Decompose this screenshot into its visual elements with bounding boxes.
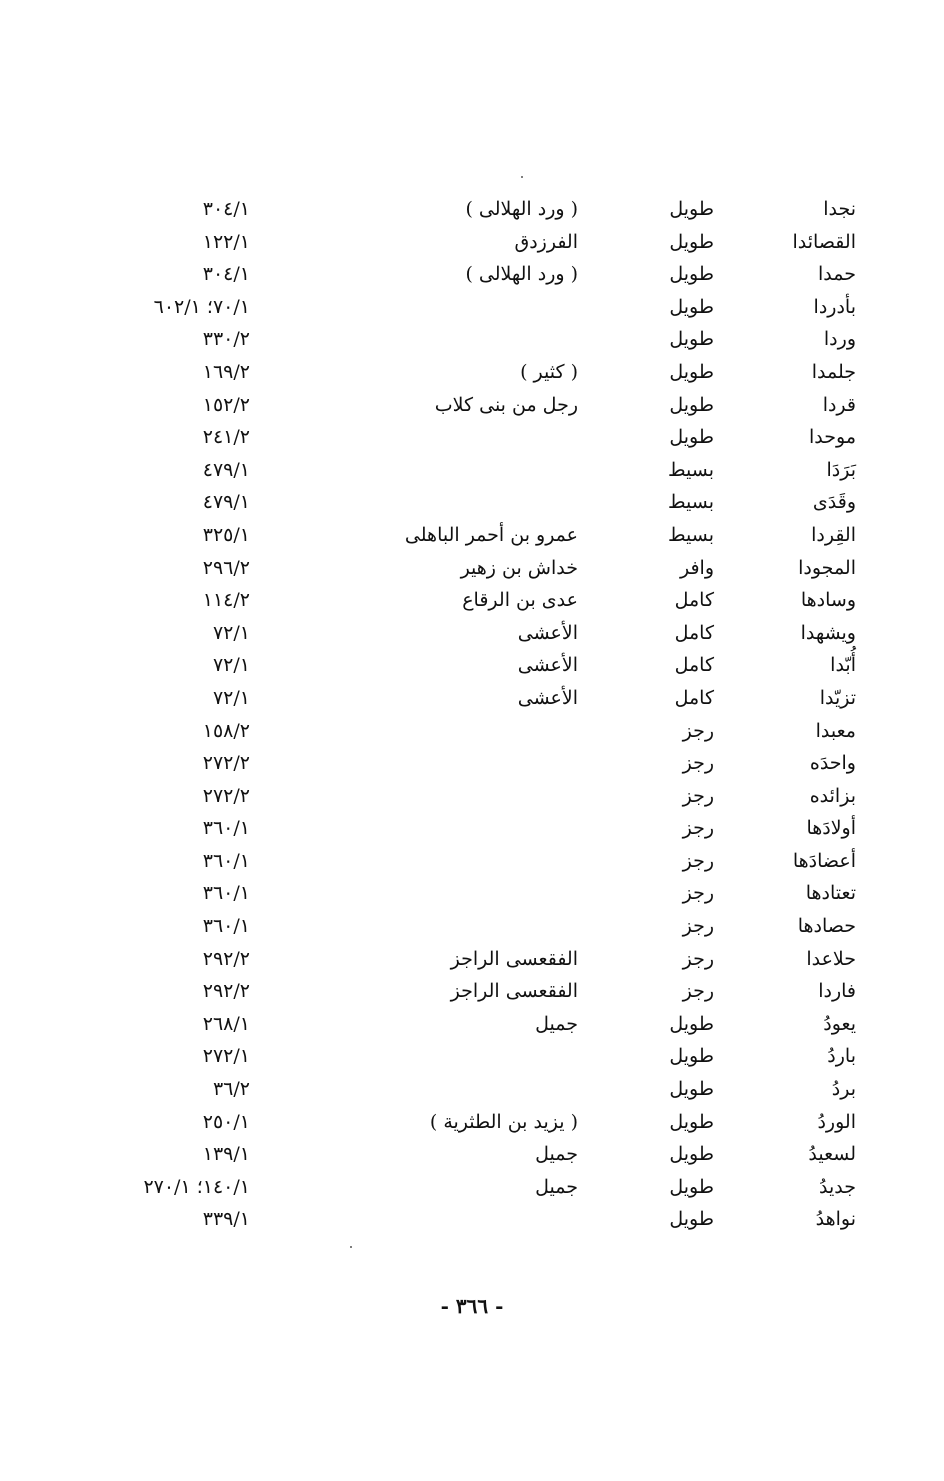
table-row: [0, 1106, 944, 1139]
reference-cell: ٢٩٢/٢: [202, 947, 250, 970]
reference-cell: ٣٦٠/١: [202, 849, 250, 872]
poet-cell: جميل: [535, 1143, 578, 1166]
rhyme-cell: معبدا: [815, 719, 856, 742]
meter-cell: رجز: [682, 947, 714, 970]
poet-cell: [318, 291, 578, 324]
rhyme-cell: جلمدا: [811, 360, 856, 383]
rhyme-cell: وردا: [823, 328, 856, 351]
rhyme-cell: القِردا: [811, 523, 856, 546]
rhyme-cell: جديدُ: [819, 1175, 856, 1198]
table-row: [0, 486, 944, 519]
poet-cell: رجل من بنى كلاب: [434, 393, 578, 416]
poet-cell: [318, 1073, 578, 1106]
meter-cell: رجز: [682, 784, 714, 807]
poet-cell: [318, 1040, 578, 1073]
rhyme-cell: حمدا: [818, 263, 856, 286]
rhyme-cell: تزيّدا: [819, 686, 856, 709]
rhyme-cell: أُبّدا: [830, 654, 856, 677]
meter-cell: كامل: [674, 654, 714, 677]
poet-cell: ( ورد الهلالى ): [465, 198, 578, 220]
table-row: [0, 1171, 944, 1204]
meter-cell: كامل: [674, 621, 714, 644]
meter-cell: طويل: [669, 230, 714, 253]
poet-cell: الأعشى: [517, 654, 578, 677]
reference-cell: ٣٠٤/١: [202, 198, 250, 220]
reference-cell: ١٣٩/١: [202, 1143, 250, 1166]
reference-cell: ٢٦٨/١: [202, 1012, 250, 1035]
table-row: [0, 193, 944, 226]
reference-cell: ١١٤/٢: [202, 589, 250, 612]
reference-cell: ١٦٩/٢: [202, 360, 250, 383]
rhyme-cell: ويشهدا: [800, 621, 856, 644]
rhyme-cell: يعودُ: [823, 1012, 856, 1035]
table-row: [0, 454, 944, 487]
table-row: [0, 323, 944, 356]
table-row: [0, 389, 944, 422]
poet-cell: جميل: [535, 1175, 578, 1198]
poet-cell: ( يزيد بن الطثرية ): [429, 1110, 578, 1133]
rhyme-cell: أعضادَها: [792, 849, 856, 872]
meter-cell: بسيط: [667, 523, 714, 546]
reference-cell: ٢٧٢/٢: [202, 784, 250, 807]
rhyme-cell: بزائده: [809, 784, 856, 807]
table-row: [0, 226, 944, 259]
reference-cell: ٢٥٠/١: [202, 1110, 250, 1133]
reference-cell: ١٤٠/١؛ ٢٧٠/١: [143, 1175, 250, 1198]
meter-cell: رجز: [682, 980, 714, 1003]
meter-cell: طويل: [669, 1175, 714, 1198]
rhyme-cell: حلاعدا: [806, 947, 856, 970]
table-row: [0, 845, 944, 878]
poet-cell: [318, 747, 578, 780]
rhyme-cell: المجودا: [798, 556, 856, 579]
poet-cell: الفقعسى الراجز: [450, 980, 578, 1003]
rhyme-cell: بردُ: [831, 1078, 856, 1101]
reference-cell: ٣٠٤/١: [202, 263, 250, 286]
meter-cell: رجز: [682, 849, 714, 872]
poet-cell: [318, 910, 578, 943]
reference-cell: ٤٧٩/١: [202, 491, 250, 514]
poet-cell: [318, 780, 578, 813]
meter-cell: طويل: [669, 198, 714, 220]
table-row: [0, 812, 944, 845]
reference-cell: ٧٢/١: [212, 686, 250, 709]
table-row: [0, 715, 944, 748]
rhyme-cell: نواهدُ: [815, 1208, 856, 1231]
table-row: [0, 1203, 944, 1236]
table-row: [0, 1008, 944, 1041]
meter-cell: طويل: [669, 328, 714, 351]
poet-cell: ( كثير ): [520, 360, 578, 383]
table-row: [0, 1138, 944, 1171]
poet-cell: [318, 421, 578, 454]
poet-cell: [318, 812, 578, 845]
poet-cell: خداش بن زهير: [460, 556, 578, 579]
poet-cell: الفرزدق: [514, 230, 578, 253]
table-row: [0, 943, 944, 976]
meter-cell: طويل: [669, 1078, 714, 1101]
reference-cell: ١٥٢/٢: [202, 393, 250, 416]
table-row: [0, 975, 944, 1008]
reference-cell: ٣٣٩/١: [202, 1208, 250, 1231]
meter-cell: طويل: [669, 360, 714, 383]
meter-cell: بسيط: [667, 491, 714, 514]
meter-cell: طويل: [669, 426, 714, 449]
table-row: [0, 877, 944, 910]
reference-cell: ١٥٨/٢: [202, 719, 250, 742]
speck: [350, 1246, 352, 1248]
table-row: [0, 584, 944, 617]
rhyme-cell: أولادَها: [806, 817, 856, 840]
reference-cell: ٧٢/١: [212, 654, 250, 677]
reference-cell: ٣٣٠/٢: [202, 328, 250, 351]
meter-cell: رجز: [682, 817, 714, 840]
poet-cell: الأعشى: [517, 621, 578, 644]
reference-cell: ٢٩٦/٢: [202, 556, 250, 579]
rhyme-cell: واحدَه: [809, 752, 856, 775]
poet-cell: [318, 1203, 578, 1236]
poet-cell: عمرو بن أحمر الباهلى: [404, 523, 578, 546]
meter-cell: طويل: [669, 1143, 714, 1166]
poet-cell: [318, 486, 578, 519]
poet-cell: ( ورد الهلالى ): [465, 263, 578, 286]
speck: [521, 176, 523, 178]
table-row: [0, 1040, 944, 1073]
poet-cell: الفقعسى الراجز: [450, 947, 578, 970]
rhyme-cell: القصائدا: [792, 230, 856, 253]
rhyme-cell: وقَدَى: [812, 491, 856, 514]
table-row: [0, 682, 944, 715]
table-row: [0, 356, 944, 389]
rhyme-cell: موحدا: [809, 426, 856, 449]
meter-cell: وافر: [679, 556, 714, 579]
rhyme-cell: الوردُ: [817, 1110, 856, 1133]
meter-cell: طويل: [669, 1012, 714, 1035]
page-number: - ٣٦٦ -: [440, 1294, 504, 1318]
reference-cell: ٣٦٠/١: [202, 817, 250, 840]
poet-cell: [318, 715, 578, 748]
meter-cell: طويل: [669, 1208, 714, 1231]
reference-cell: ٢٤١/٢: [202, 426, 250, 449]
poet-cell: جميل: [535, 1012, 578, 1035]
index-table: [0, 193, 944, 1236]
table-row: [0, 617, 944, 650]
table-row: [0, 649, 944, 682]
reference-cell: ١٢٢/١: [202, 230, 250, 253]
meter-cell: كامل: [674, 686, 714, 709]
reference-cell: ٣٦٠/١: [202, 882, 250, 905]
rhyme-cell: باردُ: [827, 1045, 856, 1068]
reference-cell: ٧٠/١؛ ٦٠٢/١: [153, 295, 250, 318]
rhyme-cell: وسادها: [800, 589, 856, 612]
reference-cell: ٢٧٢/١: [202, 1045, 250, 1068]
meter-cell: كامل: [674, 589, 714, 612]
reference-cell: ٢٩٢/٢: [202, 980, 250, 1003]
poet-cell: الأعشى: [517, 686, 578, 709]
meter-cell: طويل: [669, 393, 714, 416]
reference-cell: ٣٦/٢: [212, 1078, 250, 1101]
table-row: [0, 910, 944, 943]
table-row: [0, 780, 944, 813]
table-row: [0, 258, 944, 291]
reference-cell: ٢٧٢/٢: [202, 752, 250, 775]
reference-cell: ٧٢/١: [212, 621, 250, 644]
rhyme-cell: بأدردا: [813, 295, 856, 318]
reference-cell: ٣٦٠/١: [202, 915, 250, 938]
reference-cell: ٣٢٥/١: [202, 523, 250, 546]
meter-cell: طويل: [669, 1110, 714, 1133]
rhyme-cell: بَرَدَا: [826, 458, 856, 481]
poet-cell: [318, 323, 578, 356]
table-row: [0, 291, 944, 324]
meter-cell: رجز: [682, 882, 714, 905]
meter-cell: رجز: [682, 915, 714, 938]
meter-cell: طويل: [669, 263, 714, 286]
poet-cell: [318, 454, 578, 487]
table-row: [0, 747, 944, 780]
rhyme-cell: قردا: [822, 393, 856, 416]
table-row: [0, 1073, 944, 1106]
poet-cell: [318, 877, 578, 910]
poet-cell: عدى بن الرقاع: [462, 589, 578, 612]
meter-cell: رجز: [682, 719, 714, 742]
meter-cell: طويل: [669, 295, 714, 318]
reference-cell: ٤٧٩/١: [202, 458, 250, 481]
table-row: [0, 552, 944, 585]
rhyme-cell: حصادها: [797, 915, 856, 938]
rhyme-cell: فاردا: [818, 980, 856, 1003]
rhyme-cell: تعتادها: [805, 882, 856, 905]
rhyme-cell: نجدا: [823, 198, 856, 220]
meter-cell: رجز: [682, 752, 714, 775]
poet-cell: [318, 845, 578, 878]
rhyme-cell: لسعيدُ: [808, 1143, 856, 1166]
meter-cell: بسيط: [667, 458, 714, 481]
table-row: [0, 519, 944, 552]
table-row: [0, 421, 944, 454]
meter-cell: طويل: [669, 1045, 714, 1068]
